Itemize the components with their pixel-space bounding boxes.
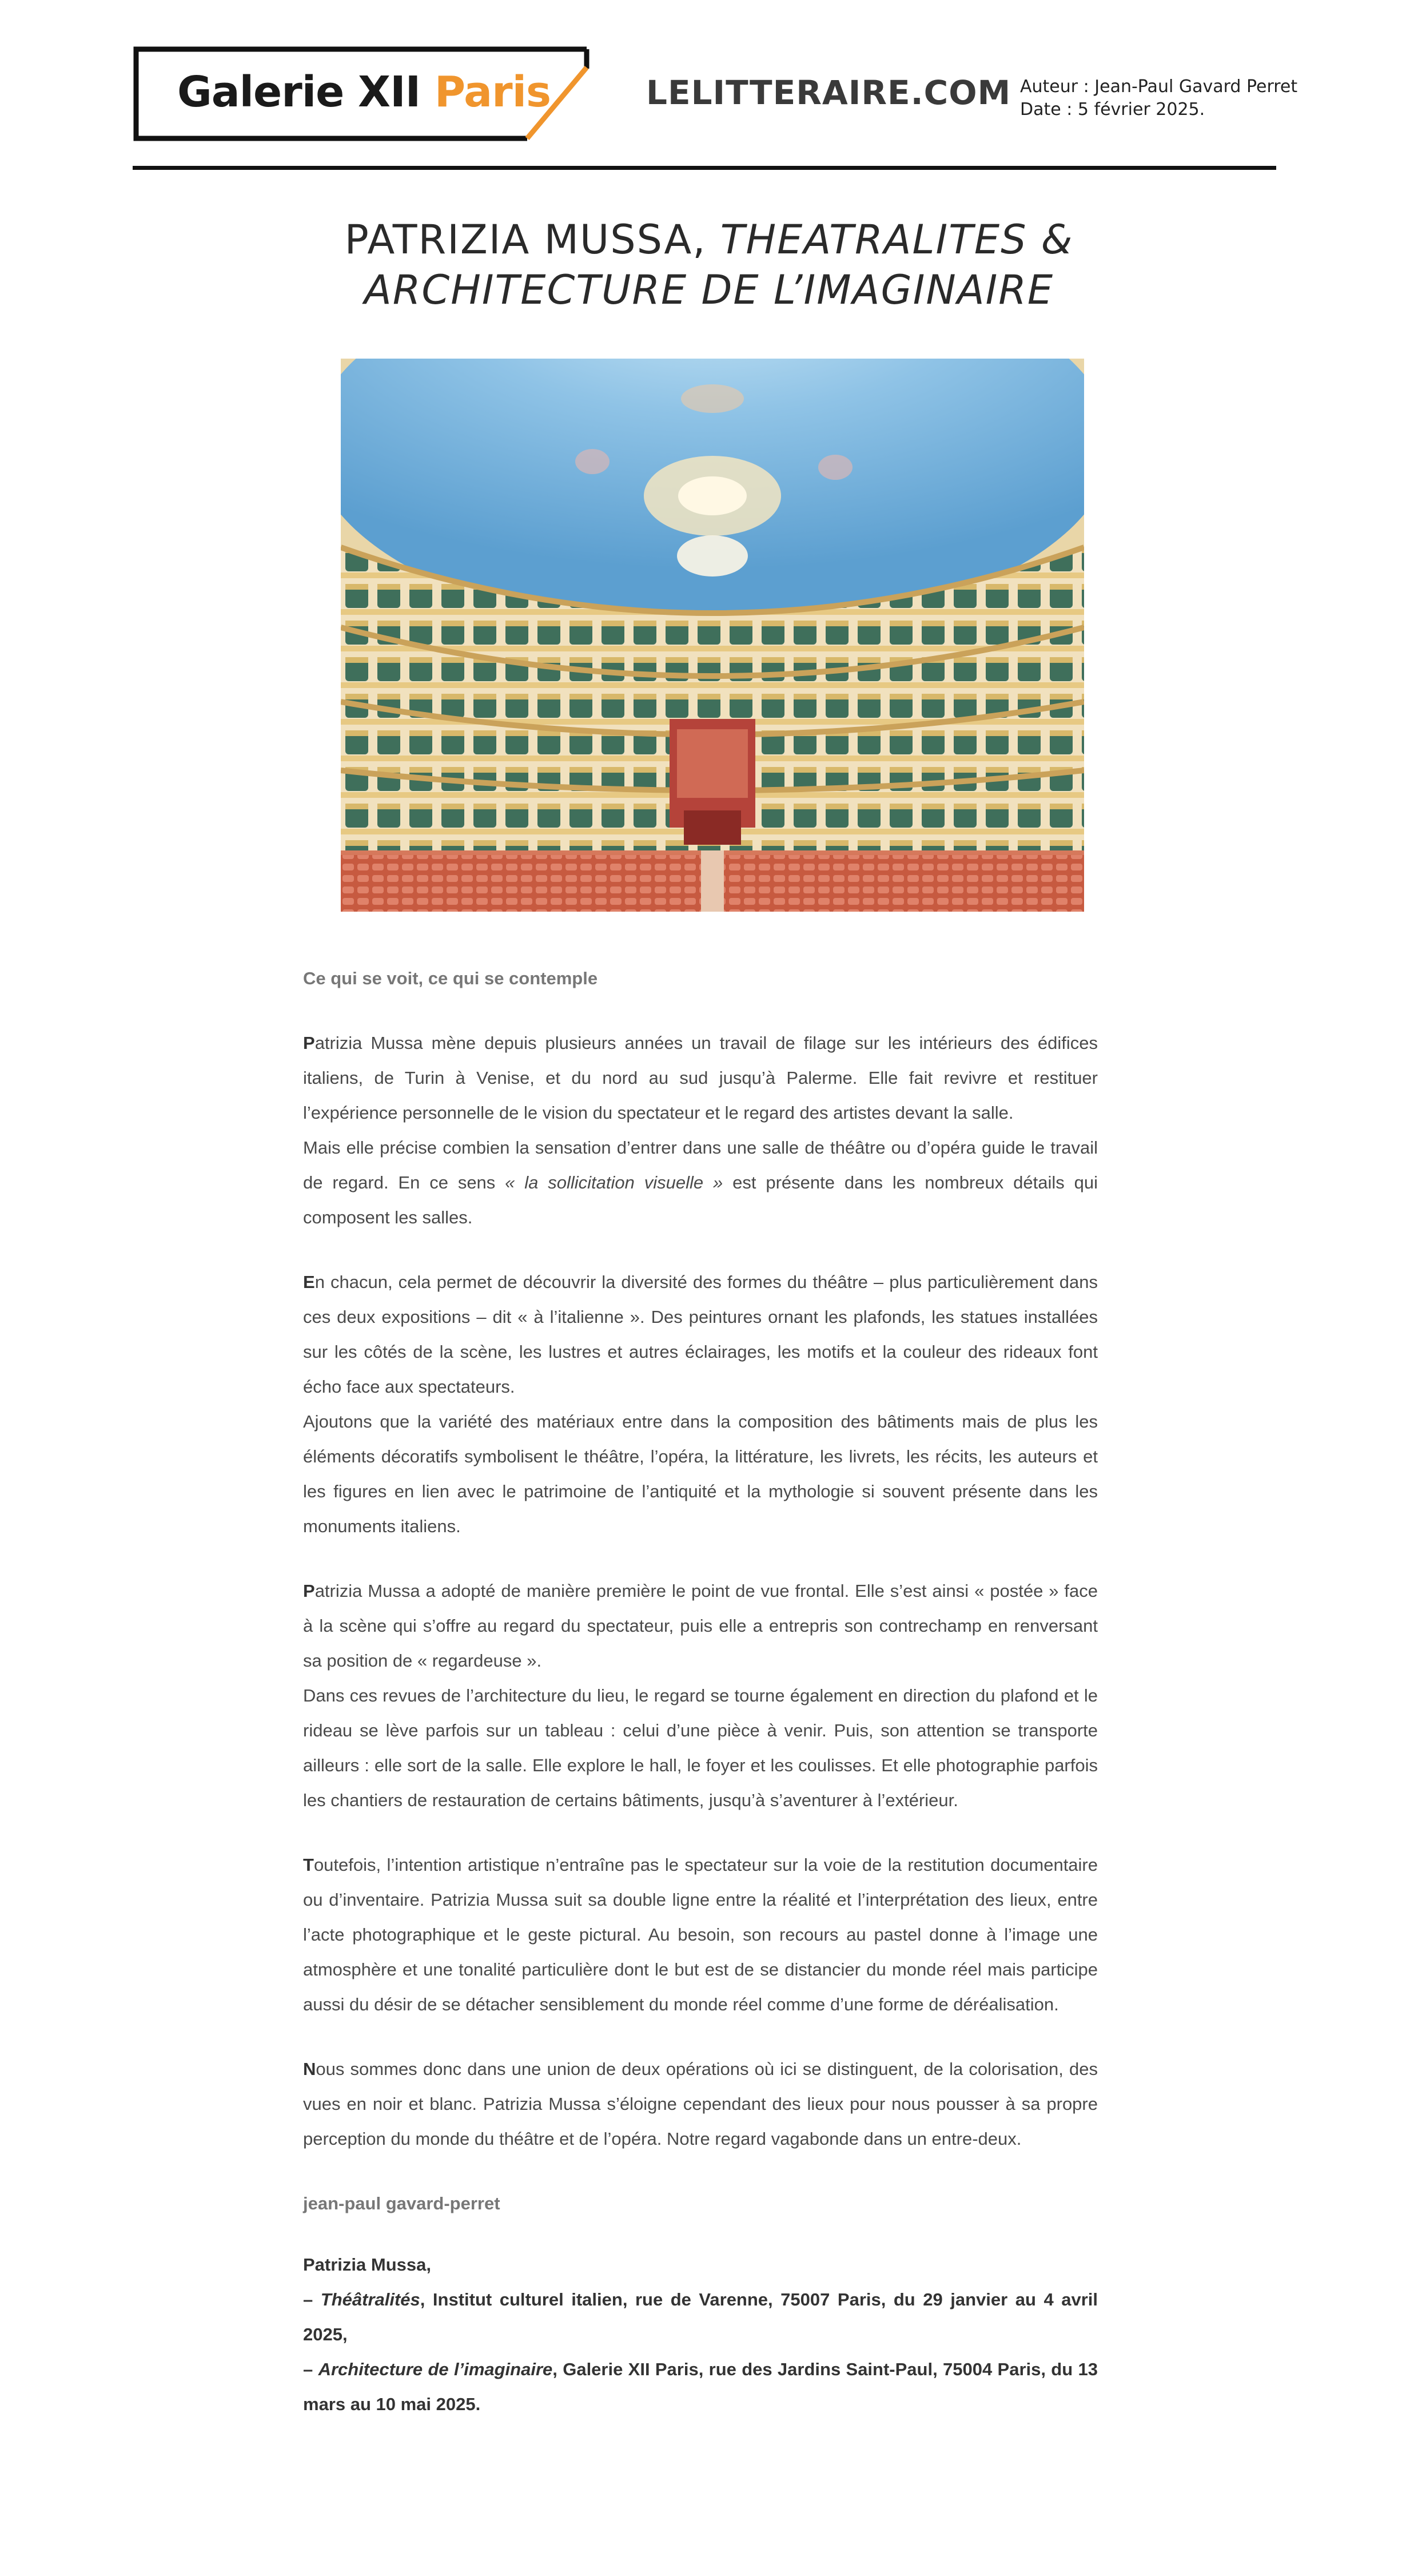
- exhibition-dash: –: [303, 2359, 318, 2379]
- drop-letter: T: [303, 1855, 314, 1875]
- paragraph-text: [303, 1025, 1098, 1130]
- page-title-line-2: ARCHITECTURE DE L’IMAGINAIRE: [364, 267, 1054, 313]
- site-name: LELITTERAIRE.COM: [646, 73, 1011, 112]
- continuation-b: est présente dans les nombreux détails qui composent les salles.: [303, 1172, 1098, 1227]
- exhibition-1: [303, 2282, 1098, 2352]
- article-meta: [1020, 75, 1297, 121]
- author-signature: jean-paul gavard-perret: [303, 2193, 500, 2213]
- exhibition-2: [303, 2352, 1098, 2422]
- drop-letter: N: [303, 2059, 316, 2079]
- paragraph-body: atrizia Mussa mène depuis plusieurs années un travail de filage sur les intérieurs des édifices italiens, de Turin à Venise, et du nord au sud jusqu’à Palerme. Elle fait revivre et restituer l’expérience personnelle de le vision du spectateur et le regard des artistes devant la salle.: [303, 1033, 1098, 1123]
- article-paragraph-4: [303, 1847, 1098, 2022]
- article-paragraph-1: [303, 1025, 1098, 1235]
- paragraph-continuation: [303, 1130, 1098, 1235]
- paragraph-body: ous sommes donc dans une union de deux opérations où ici se distinguent, de la colorisation, des vues en noir et blanc. Patrizia Mussa s’éloigne cependant des lieux pour nous pousser à sa propre perception du monde du théâtre et de l’opéra. Notre regard vagabonde dans un entre-deux.: [303, 2059, 1098, 2149]
- paragraph-body: n chacun, cela permet de découvrir la diversité des formes du théâtre – plus particulièrement dans ces deux expositions – dit « à l’italienne ». Des peintures ornant les plafonds, les statues installées sur les côtés de la scène, les lustres et autres éclairages, les motifs et la couleur des rideaux font écho face aux spectateurs.: [303, 1272, 1098, 1397]
- article-paragraph-3: [303, 1573, 1098, 1818]
- gallery-logo: [133, 46, 590, 142]
- paragraph-body: outefois, l’intention artistique n’entraîne pas le spectateur sur la voie de la restitution documentaire ou d’inventaire. Patrizia Mussa suit sa double ligne entre la réalité et l’interprétation des lieux, entre l’acte photographique et le geste pictural. Au besoin, son recours au pastel donne à l’image une atmosphère et une tonalité particulière dont le but est de se distancier du monde réel mais participe aussi du désir de se détacher sensiblement du monde réel comme d’une forme de déréalisation.: [303, 1855, 1098, 2014]
- theater-interior-photo: [341, 359, 1084, 912]
- page-title-line-1: [172, 212, 1246, 268]
- exhibition-2-details: , Galerie XII Paris, rue des Jardins Saint-Paul, 75004 Paris, du 13 mars au 10 mai 2025.: [303, 2359, 1098, 2414]
- article-paragraph-5: [303, 2052, 1098, 2156]
- continuation-a: Mais elle précise combien la sensation d’entrer dans une salle de théâtre ou d’opéra guide le travail de regard. En ce sens: [303, 1138, 1098, 1192]
- title-name: PATRIZIA MUSSA,: [344, 216, 720, 263]
- logo-text: [177, 67, 551, 117]
- author-line: Auteur : Jean-Paul Gavard Perret: [1020, 77, 1298, 97]
- drop-letter: P: [303, 1033, 315, 1053]
- continuation-quote: « la sollicitation visuelle »: [505, 1172, 723, 1192]
- exhibition-2-title: Architecture de l’imaginaire: [318, 2359, 553, 2379]
- article-paragraph-2: [303, 1265, 1098, 1544]
- exhibition-dash: –: [303, 2289, 321, 2309]
- article-kicker: Ce qui se voit, ce qui se contemple: [303, 968, 598, 988]
- header-divider: [133, 166, 1276, 170]
- paragraph-body: atrizia Mussa a adopté de manière première le point de vue frontal. Elle s’est ainsi « postée » face à la scène qui s’offre au regard du spectateur, puis elle a entrepris son contrechamp en renversant sa position de « regardeuse ».: [303, 1581, 1098, 1671]
- date-line: Date : 5 février 2025.: [1020, 100, 1205, 120]
- drop-letter: P: [303, 1581, 315, 1601]
- paragraph-text: [303, 2052, 1098, 2156]
- paragraph-continuation: Dans ces revues de l’architecture du lieu, le regard se tourne également en direction du plafond et le rideau se lève parfois sur un tableau : celui d’une pièce à venir. Puis, son attention se transporte ailleurs : elle sort de la salle. Elle explore le hall, le foyer et les coulisses. Et elle photographie parfois les chantiers de restauration de certains bâtiments, jusqu’à s’aventurer à l’extérieur.: [303, 1685, 1098, 1810]
- title-italic-1: THEATRALITES &: [720, 216, 1074, 263]
- article-body: [303, 961, 1098, 2422]
- paragraph-text: [303, 1265, 1098, 1404]
- paragraph-text: [303, 1573, 1098, 1678]
- exhibition-info: [303, 2247, 1098, 2422]
- logo-accent: Paris: [434, 67, 551, 117]
- artist-name: Patrizia Mussa,: [303, 2255, 431, 2275]
- exhibition-1-details: , Institut culturel italien, rue de Varenne, 75007 Paris, du 29 janvier au 4 avril 2025,: [303, 2289, 1098, 2344]
- logo-main: Galerie XII: [177, 67, 435, 117]
- drop-letter: E: [303, 1272, 315, 1292]
- paragraph-continuation: Ajoutons que la variété des matériaux entre dans la composition des bâtiments mais de plus les éléments décoratifs symbolisent le théâtre, l’opéra, la littérature, les livrets, les récits, les auteurs et les figures en lien avec le patrimoine de l’antiquité et la mythologie si souvent présente dans les monuments italiens.: [303, 1412, 1098, 1536]
- paragraph-text: [303, 1847, 1098, 2022]
- exhibition-1-title: Théâtralités: [320, 2289, 420, 2309]
